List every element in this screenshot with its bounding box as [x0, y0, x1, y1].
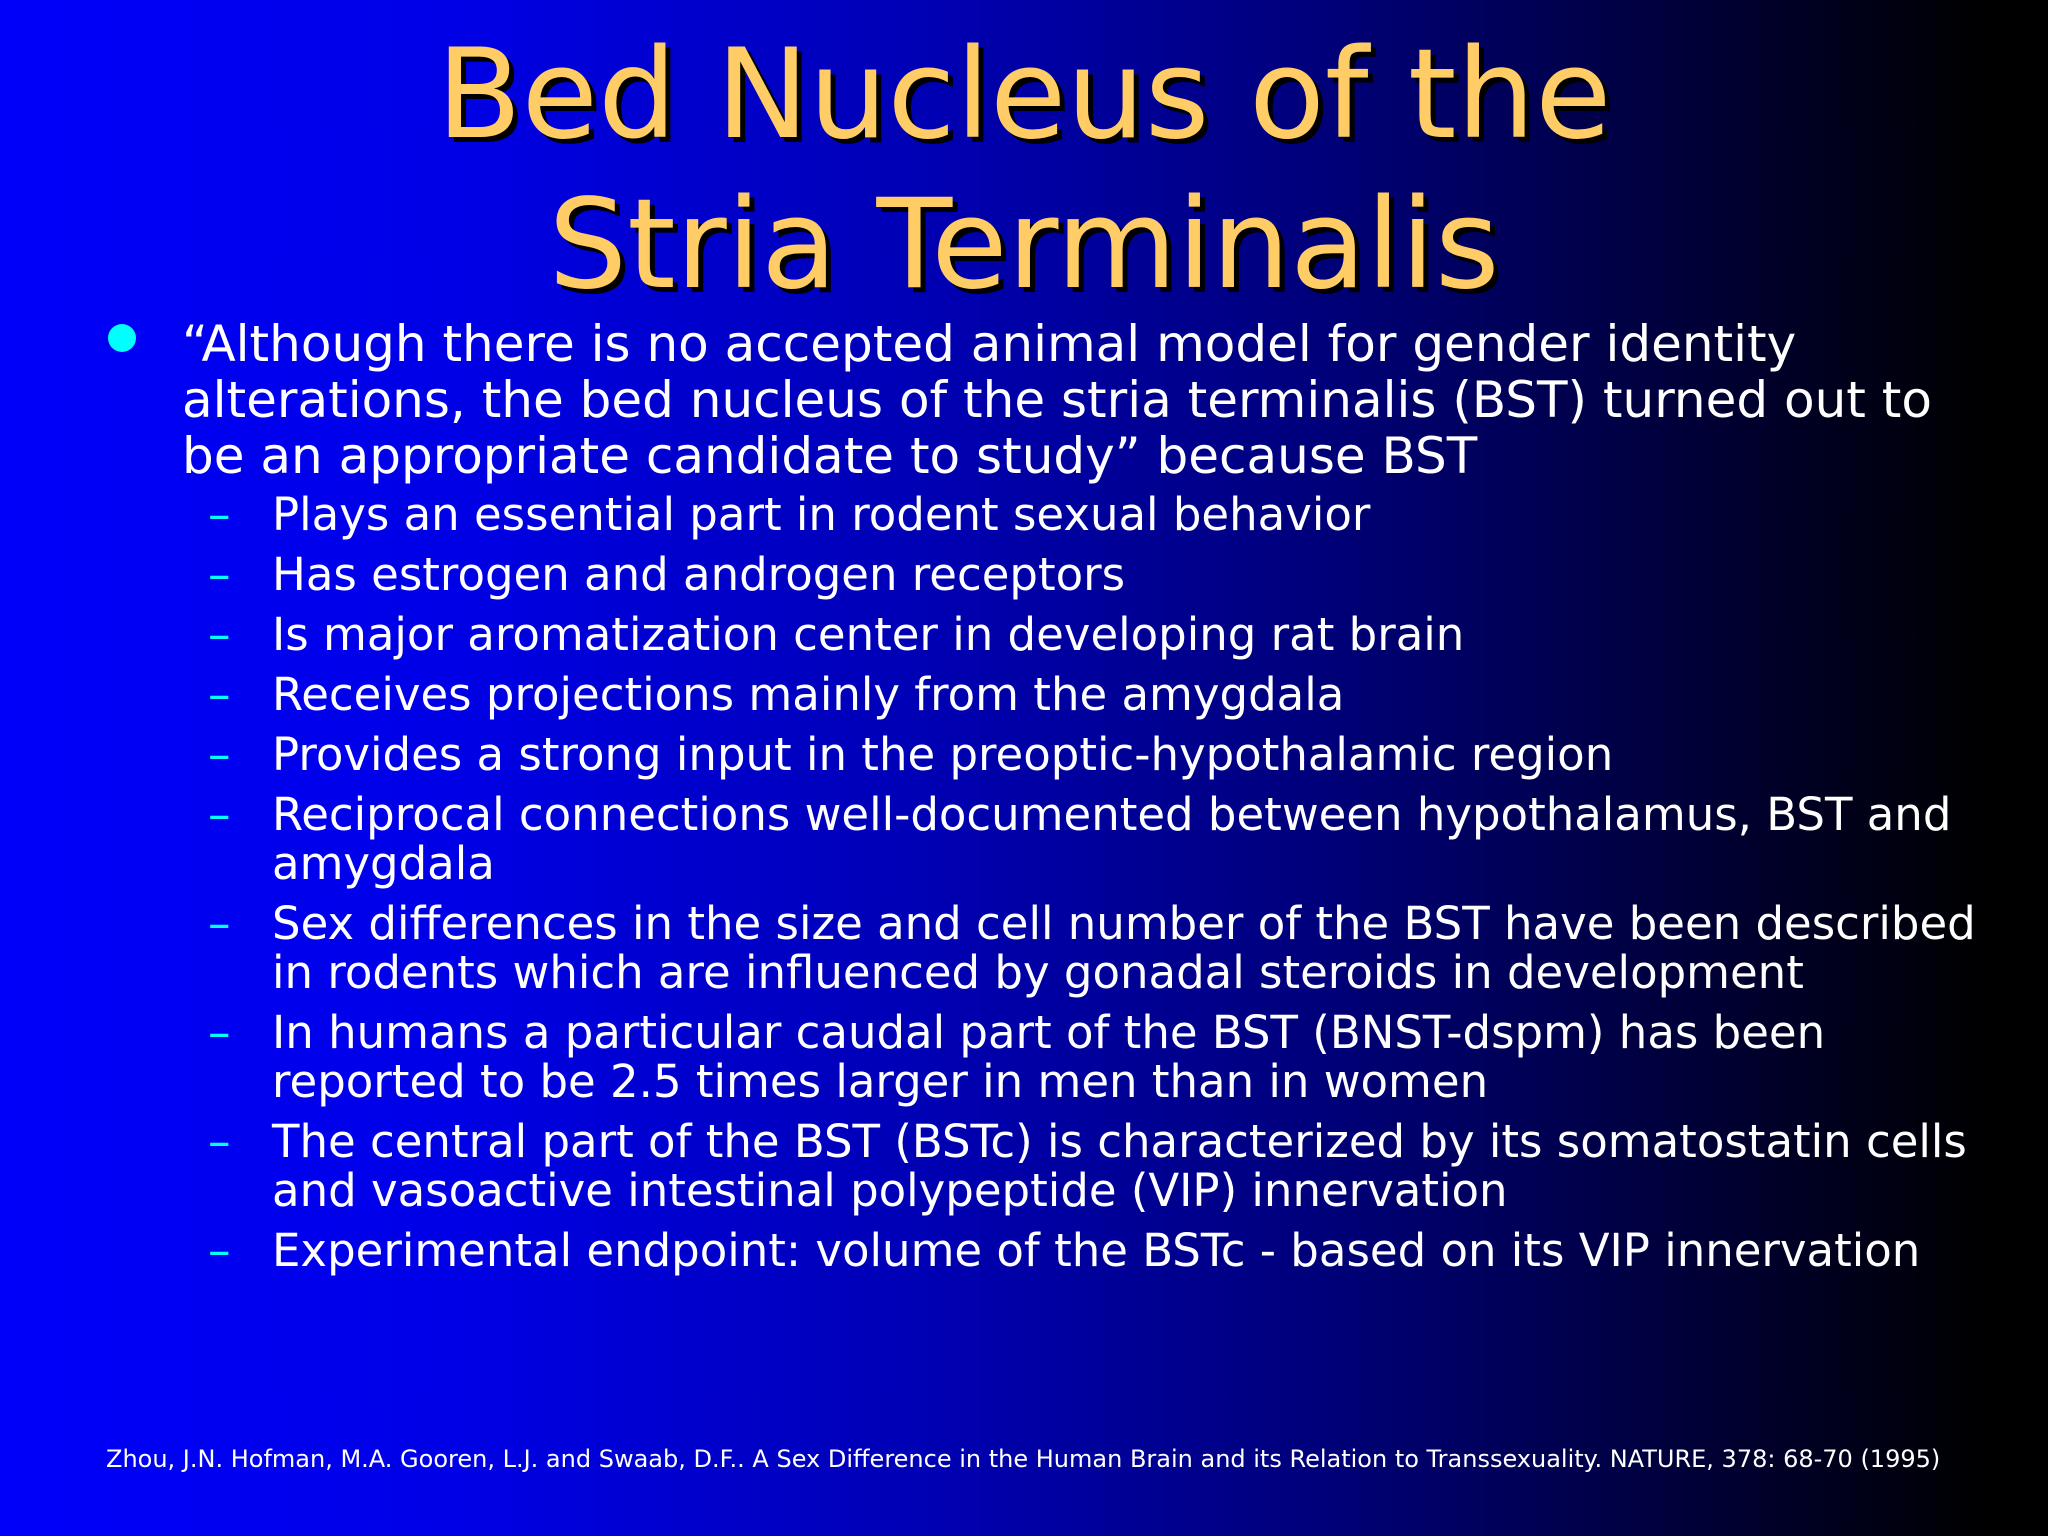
dash-bullet-icon: – [208, 1115, 231, 1168]
dash-bullet-icon: – [208, 548, 231, 601]
dash-bullet-icon: – [208, 728, 231, 781]
sub-bullet-text: Receives projections mainly from the amygdala [272, 668, 1345, 721]
sub-bullet-item [0, 1226, 2048, 1275]
sub-bullet-item [0, 730, 2048, 779]
sub-bullet-text: Has estrogen and androgen receptors [272, 548, 1126, 601]
sub-bullet-text: The central part of the BST (BSTc) is characterized by its somatostatin cells and vasoactive intestinal polypeptide (VIP) innervation [272, 1115, 1967, 1217]
dash-bullet-icon: – [208, 897, 231, 950]
sub-bullet-text: Reciprocal connections well-documented between hypothalamus, BST and amygdala [272, 788, 1952, 890]
main-bullet-text: “Although there is no accepted animal model for gender identity alterations, the bed nucleus of the stria terminalis (BST) turned out to be an appropriate candidate to study” because BST [182, 315, 1932, 485]
main-bullet-dot-icon [108, 324, 136, 352]
slide-title [0, 20, 2048, 320]
sub-bullet-text: Experimental endpoint: volume of the BSTc - based on its VIP innervation [272, 1224, 1921, 1277]
sub-bullet-text: Provides a strong input in the preoptic-hypothalamic region [272, 728, 1614, 781]
sub-bullet-item [0, 790, 2048, 888]
sub-bullet-text: In humans a particular caudal part of the BST (BNST-dspm) has been reported to be 2.5 times larger in men than in women [272, 1006, 1826, 1108]
sub-bullet-item [0, 490, 2048, 539]
dash-bullet-icon: – [208, 788, 231, 841]
sub-bullet-item [0, 670, 2048, 719]
dash-bullet-icon: – [208, 608, 231, 661]
sub-bullet-text: Plays an essential part in rodent sexual behavior [272, 488, 1371, 541]
dash-bullet-icon: – [208, 1224, 231, 1277]
dash-bullet-icon: – [208, 488, 231, 541]
sub-bullet-item [0, 1117, 2048, 1215]
dash-bullet-icon: – [208, 1006, 231, 1059]
dash-bullet-icon: – [208, 668, 231, 721]
sub-bullet-list [0, 490, 2048, 1286]
citation-footnote: Zhou, J.N. Hofman, M.A. Gooren, L.J. and Swaab, D.F.. A Sex Difference in the Human Brain and its Relation to Transsexuality. NATURE, 378: 68-70 (1995) [106, 1445, 1941, 1473]
sub-bullet-item [0, 610, 2048, 659]
slide-title-line-1: Bed Nucleus of the [436, 23, 1612, 167]
sub-bullet-text: Sex differences in the size and cell number of the BST have been described in rodents which are influenced by gonadal steroids in development [272, 897, 1976, 999]
sub-bullet-text: Is major aromatization center in developing rat brain [272, 608, 1465, 661]
sub-bullet-item [0, 1008, 2048, 1106]
slide-title-line-2: Stria Terminalis [548, 173, 1500, 317]
sub-bullet-item [0, 550, 2048, 599]
sub-bullet-item [0, 899, 2048, 997]
